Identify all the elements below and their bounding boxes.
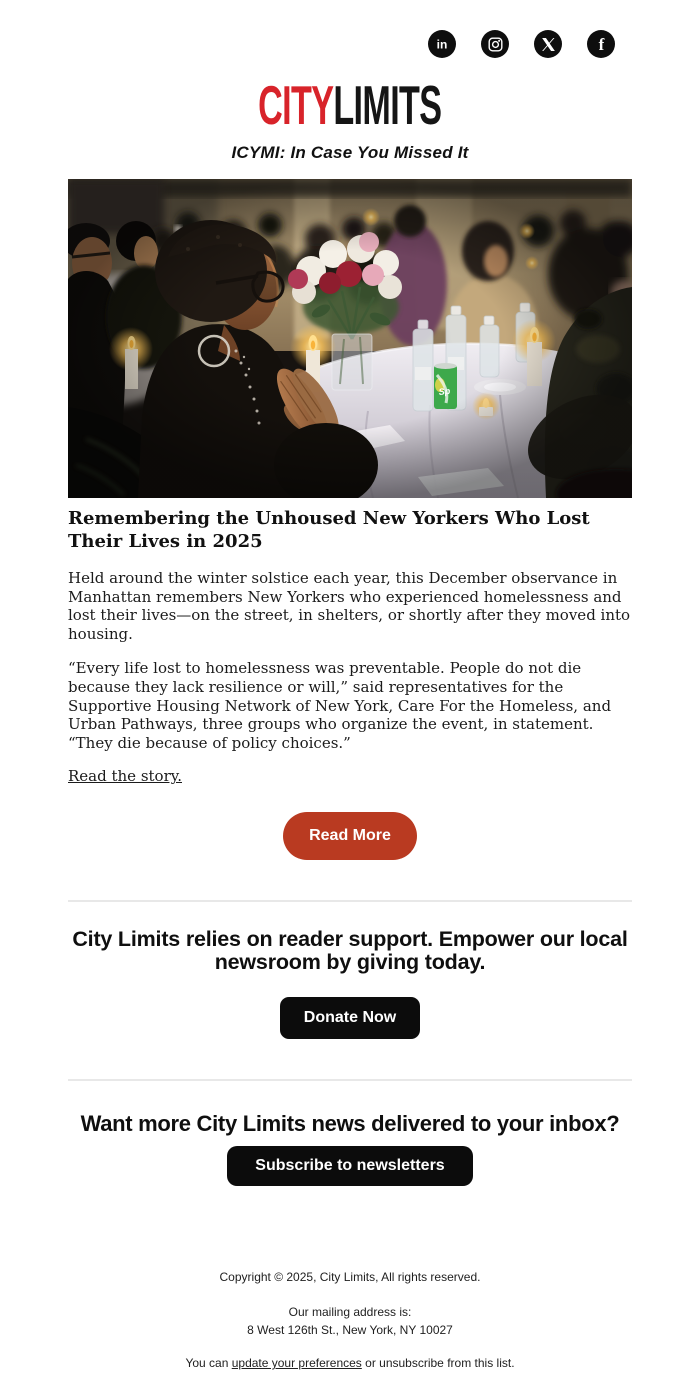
mailing-address-intro: Our mailing address is: xyxy=(288,1305,412,1320)
preferences-suffix: or unsubscribe from this list. xyxy=(361,1356,515,1371)
mailing-address: 8 West 126th St., New York, NY 10027 xyxy=(247,1323,453,1338)
logo-text xyxy=(258,73,442,136)
email-footer xyxy=(0,1270,700,1394)
edition-tagline: ICYMI: In Case You Missed It xyxy=(231,143,469,162)
article-photo[interactable] xyxy=(68,179,632,498)
memorial-photo-illustration xyxy=(68,179,632,498)
logo-limits: LIMITS xyxy=(333,73,442,136)
article-headline[interactable]: Remembering the Unhoused New Yorkers Who Lost Their Lives in 2025 xyxy=(68,508,590,552)
article-paragraph-2: “Every life lost to homelessness was preventable. People do not die because they lack resilience or will,” said representatives for the Supportive Housing Network of New York, Care For the Homeless, and Urban Pathways, three groups who organize the event, in statement. “They die because of policy choices.” xyxy=(68,659,612,752)
x-glyph xyxy=(542,38,555,51)
preferences-prefix: You can xyxy=(185,1356,232,1371)
linkedin-glyph xyxy=(428,30,456,58)
update-preferences-link[interactable]: update your preferences xyxy=(231,1356,362,1371)
city-limits-logo[interactable] xyxy=(0,73,700,136)
read-more-button[interactable]: Read More xyxy=(283,812,417,860)
svg-text:f: f xyxy=(598,35,605,54)
support-heading: City Limits relies on reader support. Empower our local newsroom by giving today. xyxy=(72,927,628,975)
x-twitter-icon[interactable] xyxy=(534,30,562,58)
instagram-glyph xyxy=(488,37,503,52)
read-the-story-link[interactable]: Read the story. xyxy=(68,767,182,786)
svg-text:in: in xyxy=(436,37,448,52)
copyright-text: Copyright © 2025, City Limits, All rights reserved. xyxy=(219,1270,481,1285)
section-divider xyxy=(68,1079,632,1081)
donate-now-button[interactable]: Donate Now xyxy=(280,997,420,1039)
article-paragraph-1: Held around the winter solstice each year, this December observance in Manhattan remembers New Yorkers who experienced homelessness and lost their lives—on the street, in shelters, or shortly after they moved into housing. xyxy=(68,569,631,643)
facebook-glyph xyxy=(587,30,615,58)
facebook-icon[interactable] xyxy=(587,30,615,58)
linkedin-icon[interactable] xyxy=(428,30,456,58)
social-links xyxy=(0,0,700,58)
subscribe-newsletters-button[interactable]: Subscribe to newsletters xyxy=(227,1146,472,1186)
instagram-icon[interactable] xyxy=(481,30,509,58)
newsletter-heading: Want more City Limits news delivered to your inbox? xyxy=(80,1111,620,1137)
section-divider xyxy=(68,900,632,902)
logo-city: CITY xyxy=(258,73,334,136)
